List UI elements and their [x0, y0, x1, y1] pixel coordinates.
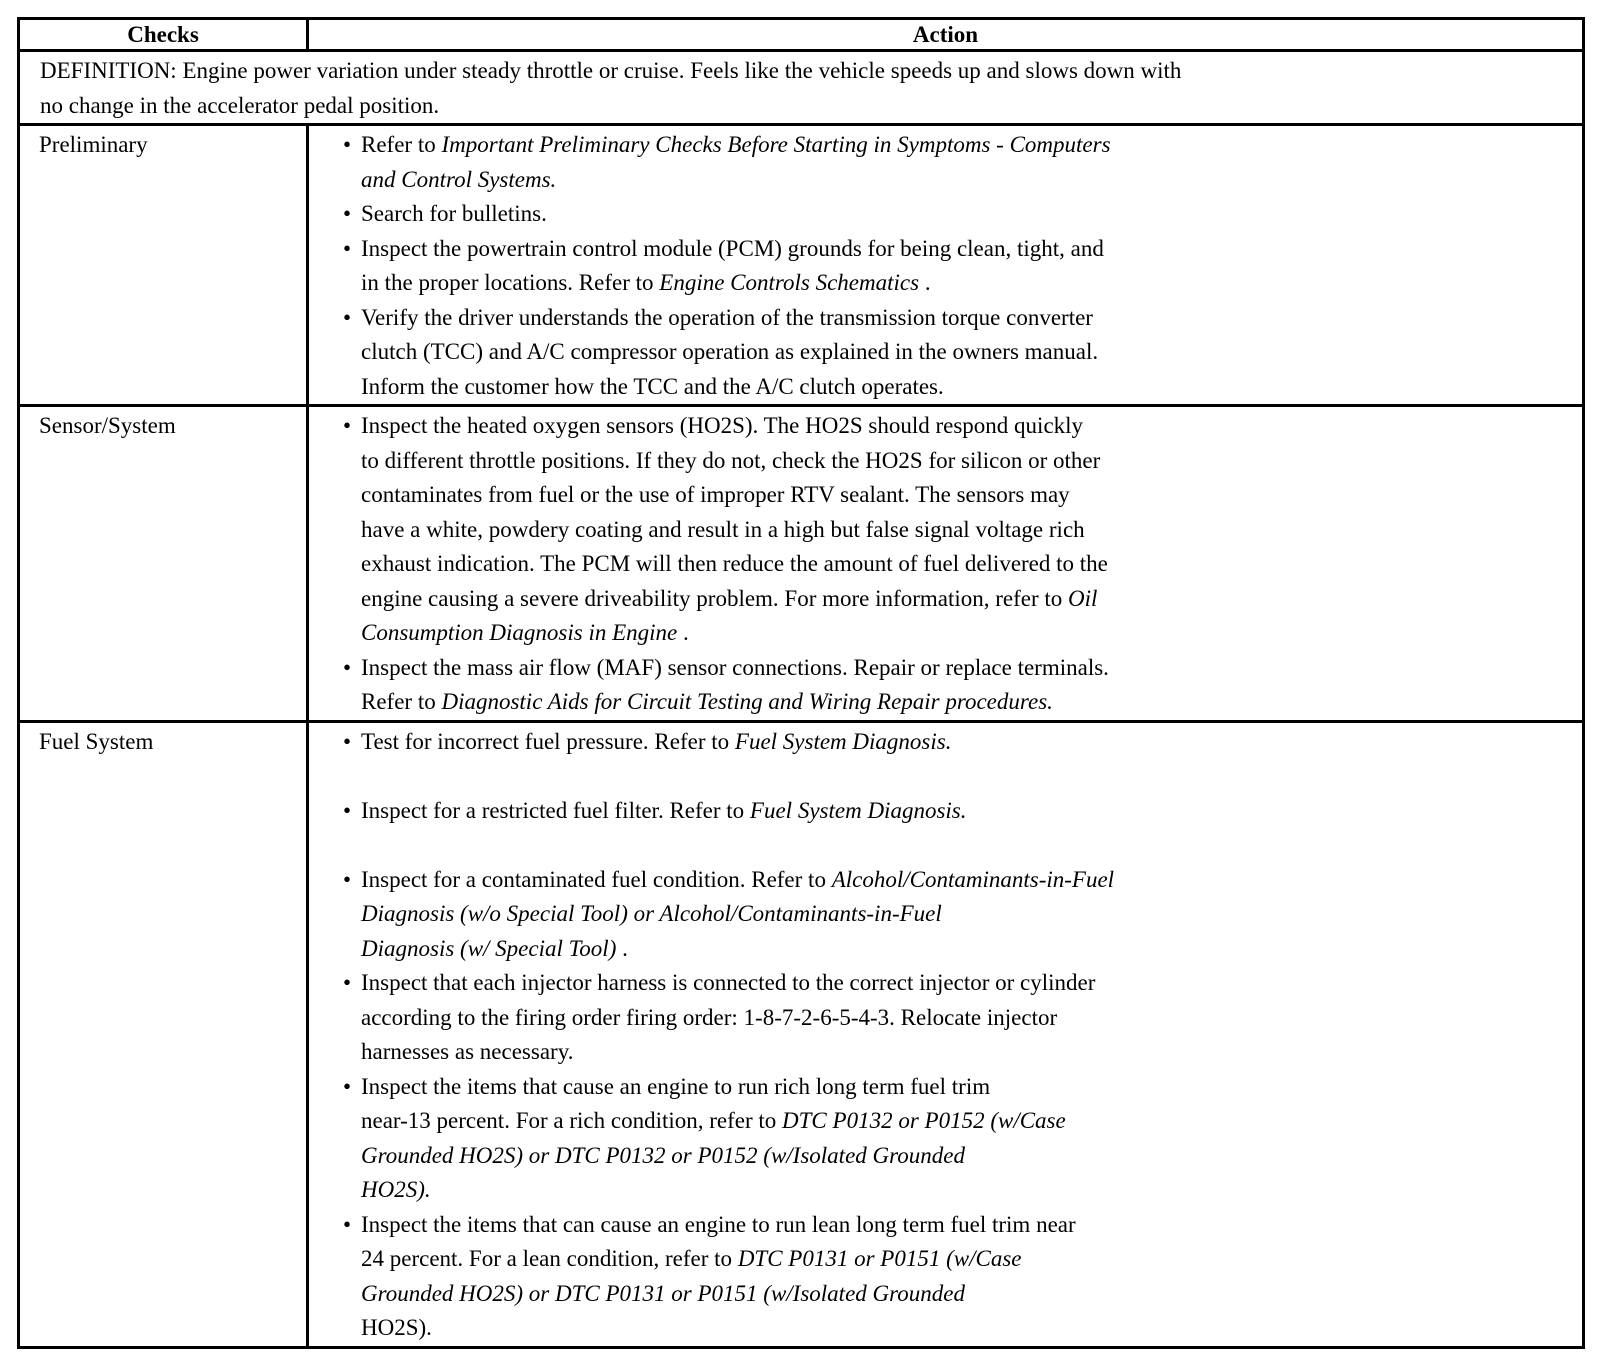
diagnostic-table [17, 17, 1585, 1349]
action-text: . [919, 270, 931, 295]
reference-link-text: Engine Controls Schematics [659, 270, 920, 295]
action-item [343, 232, 1211, 301]
header-row [19, 19, 1584, 51]
action-text: Refer to [361, 689, 442, 714]
action-text: exhaust indication. The PCM will then reduce the amount of fuel delivered to the [361, 551, 1108, 576]
action-line [361, 725, 1211, 760]
action-text: Refer to [361, 132, 442, 157]
bullet-icon: • [343, 728, 352, 754]
bullet-icon: • [343, 304, 352, 330]
action-text: . [677, 620, 689, 645]
action-item [343, 1208, 1211, 1346]
reference-link-text: Oil [1068, 585, 1098, 611]
action-cell-sensor-system [308, 406, 1584, 722]
action-text: Inspect that each injector harness is connected to the correct injector or cylinder [361, 970, 1096, 995]
bullet-icon: • [343, 201, 352, 226]
action-line [361, 444, 1211, 479]
action-text: to different throttle positions. If they do not, check the HO2S for silicon or other [361, 447, 1101, 473]
action-line [361, 651, 1211, 686]
action-text: Inspect the powertrain control module (PCM) grounds for being clean, tight, and [361, 235, 1104, 261]
action-text: . [616, 935, 628, 961]
bullet-icon: • [343, 970, 352, 995]
action-line [361, 1242, 1211, 1277]
action-line [361, 547, 1211, 582]
action-list-preliminary [343, 128, 1582, 404]
action-line [361, 409, 1211, 444]
bullet-icon: • [343, 132, 352, 157]
action-text: Inspect the heated oxygen sensors (HO2S). The HO2S should respond quickly [361, 413, 1084, 438]
action-header: Action [308, 19, 1584, 51]
action-text: harnesses as necessary. [361, 1039, 574, 1064]
action-line [361, 1173, 1211, 1208]
action-text: near-13 percent. For a rich condition, refer to [361, 1108, 783, 1133]
action-line [361, 685, 1211, 720]
checks-header: Checks [19, 19, 308, 51]
fuel-system-row [19, 721, 1584, 1347]
reference-link-text: Alcohol/Contaminants-in-Fuel [831, 866, 1115, 892]
action-line [361, 582, 1211, 617]
reference-link-text: Grounded HO2S) or DTC P0132 or P0152 (w/Isolated Grounded [361, 1142, 965, 1168]
bullet-icon: • [343, 654, 352, 680]
action-line [361, 232, 1211, 267]
action-line [361, 478, 1211, 513]
action-line [361, 128, 1211, 163]
reference-link-text: HO2S). [361, 1177, 431, 1202]
action-line [361, 1001, 1211, 1036]
reference-link-text: DTC P0132 or P0152 (w/Case [782, 1108, 1066, 1133]
action-line [361, 616, 1211, 651]
action-line [361, 1208, 1211, 1243]
action-line [361, 301, 1211, 336]
action-line [361, 1277, 1211, 1312]
action-text: Search for bulletins. [361, 201, 547, 226]
action-line [361, 1311, 1211, 1346]
action-item [343, 863, 1211, 967]
check-label-sensor-system: Sensor/System [19, 406, 308, 722]
reference-link-text: Diagnosis (w/ Special Tool) [361, 935, 617, 961]
action-line [361, 1104, 1211, 1139]
reference-link-text: Grounded HO2S) or DTC P0131 or P0151 (w/Isolated Grounded [361, 1280, 965, 1306]
action-text: in the proper locations. Refer to [361, 270, 660, 295]
action-line [361, 1035, 1211, 1070]
action-line [361, 897, 1211, 932]
action-item [343, 725, 1211, 760]
action-item [343, 1070, 1211, 1208]
action-line [361, 1070, 1211, 1105]
reference-link-text: Diagnostic Aids for Circuit Testing and Wiring Repair procedures. [441, 689, 1053, 714]
action-item [343, 409, 1211, 651]
bullet-icon: • [343, 1211, 352, 1237]
action-text: Inspect the items that cause an engine to run rich long term fuel trim [361, 1073, 991, 1099]
action-text: Inspect for a restricted fuel filter. Refer to [361, 797, 750, 823]
action-line [361, 932, 1211, 967]
action-item [343, 301, 1211, 405]
action-text: clutch (TCC) and A/C compressor operation as explained in the owners manual. [361, 339, 1099, 364]
action-list-sensor-system [343, 409, 1582, 720]
definition-line: DEFINITION: Engine power variation under steady throttle or cruise. Feels like the vehicle speeds up and slows down with [40, 58, 1182, 83]
definition-text [40, 54, 1330, 123]
action-line [361, 335, 1211, 370]
action-line [361, 513, 1211, 548]
bullet-icon: • [343, 866, 352, 892]
action-line [361, 966, 1211, 1001]
action-text: contaminates from fuel or the use of improper RTV sealant. The sensors may [361, 482, 1070, 507]
reference-link-text: Fuel System Diagnosis. [749, 797, 967, 823]
definition-row [19, 51, 1584, 125]
action-list-fuel-system [343, 725, 1582, 1346]
action-text: HO2S). [361, 1315, 432, 1340]
bullet-icon: • [343, 1073, 352, 1099]
action-item [343, 794, 1211, 829]
check-label-fuel-system: Fuel System [19, 721, 308, 1347]
action-line [361, 1139, 1211, 1174]
action-line [361, 370, 1211, 405]
reference-link-text: Diagnosis (w/o Special Tool) or Alcohol/Contaminants-in-Fuel [361, 901, 942, 926]
action-line [361, 197, 1211, 232]
action-line [361, 163, 1211, 198]
action-text: Inspect the items that can cause an engine to run lean long term fuel trim near [361, 1211, 1076, 1237]
action-item [343, 128, 1211, 197]
action-text: according to the firing order firing order: 1-8-7-2-6-5-4-3. Relocate injector [361, 1004, 1058, 1030]
action-text: Inspect for a contaminated fuel condition. Refer to [361, 866, 832, 892]
bullet-icon: • [343, 413, 352, 438]
action-cell-preliminary [308, 125, 1584, 406]
action-text: Verify the driver understands the operation of the transmission torque converter [361, 304, 1093, 330]
action-line [361, 863, 1211, 898]
action-item [343, 651, 1211, 720]
action-item [343, 197, 1211, 232]
check-label-preliminary: Preliminary [19, 125, 308, 406]
action-text: Inspect the mass air flow (MAF) sensor connections. Repair or replace terminals. [361, 654, 1109, 680]
reference-link-text: Consumption Diagnosis in Engine [361, 620, 678, 645]
action-text: engine causing a severe driveability problem. For more information, refer to [361, 585, 1069, 611]
reference-link-text: DTC P0131 or P0151 (w/Case [737, 1246, 1022, 1271]
definition-cell [19, 51, 1584, 125]
sensor-system-row [19, 406, 1584, 722]
reference-link-text: Fuel System Diagnosis. [734, 728, 952, 754]
action-cell-fuel-system [308, 721, 1584, 1347]
action-item [343, 966, 1211, 1070]
action-line [361, 794, 1211, 829]
definition-line: no change in the accelerator pedal position. [40, 92, 440, 118]
action-text: have a white, powdery coating and result in a high but false signal voltage rich [361, 516, 1085, 542]
preliminary-row [19, 125, 1584, 406]
reference-link-text: Important Preliminary Checks Before Starting in Symptoms - Computers [441, 132, 1111, 157]
action-text: Test for incorrect fuel pressure. Refer to [361, 728, 735, 754]
action-text: Inform the customer how the TCC and the A/C clutch operates. [361, 373, 944, 399]
bullet-icon: • [343, 797, 352, 823]
action-line [361, 266, 1211, 301]
bullet-icon: • [343, 235, 352, 261]
action-text: 24 percent. For a lean condition, refer to [361, 1246, 738, 1271]
reference-link-text: and Control Systems. [361, 166, 557, 192]
